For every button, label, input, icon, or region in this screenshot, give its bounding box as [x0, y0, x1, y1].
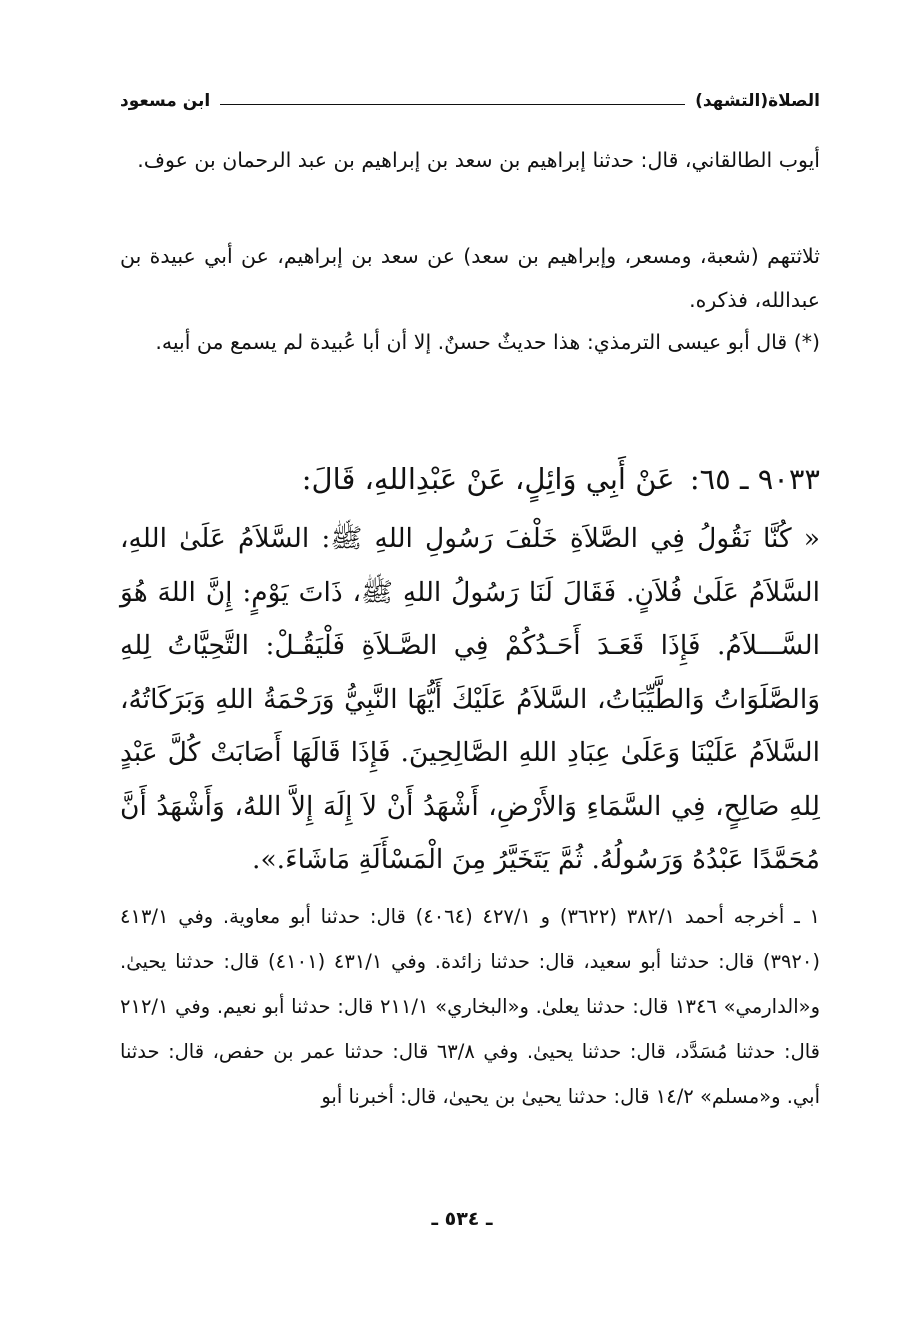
hadith-heading: [120, 454, 820, 504]
commentary-paragraph-1: أيوب الطالقاني، قال: حدثنا إبراهيم بن سعد بن إبراهيم بن عبد الرحمان بن عوف.: [137, 148, 820, 172]
footnote: ١ ـ أخرجه أحمد ٣٨٢/١ (٣٦٢٢) و ٤٢٧/١ (٤٠٦٤) قال: حدثنا أبو معاوية. وفي ٤١٣/١ (٣٩٢٠) قال: حدثنا أبو سعيد، قال: حدثنا زائدة. وفي ٤٣١/١ (٤١٠١) قال: حدثنا يحيىٰ. و«الدارمي» ١٣٤٦ قال: حدثنا يعلىٰ. و«البخاري» ٢١١/١ قال: حدثنا أبو نعيم. وفي ٢١٢/١ قال: حدثنا مُسَدَّد، قال: حدثنا يحيىٰ. وفي ٦٣/٨ قال: حدثنا عمر بن حفص، قال: حدثنا أبي. و«مسلم» ١٤/٢ قال: حدثنا يحيىٰ بن يحيىٰ، قال: أخبرنا أبو: [120, 905, 821, 1108]
hadith-text: « كُنَّا نَقُولُ فِي الصَّلاَةِ خَلْفَ رَسُولِ اللهِ ﷺ: السَّلاَمُ عَلَىٰ اللهِ، السَّلاَمُ عَلَىٰ فُلاَنٍ. فَقَالَ لَنَا رَسُولُ اللهِ ﷺ، ذَاتَ يَوْمٍ: إِنَّ اللهَ هُوَ السَّـــلاَمُ. فَإِذَا قَعَـدَ أَحَـدُكُمْ فِي الصَّـلاَةِ فَلْيَقُـلْ: التَّحِيَّاتُ لِلهِ وَالصَّلَوَاتُ وَالطَّيِّبَاتُ، السَّلاَمُ عَلَيْكَ أَيُّهَا النَّبِيُّ وَرَحْمَةُ اللهِ وَبَرَكَاتُهُ، السَّلاَمُ عَلَيْنَا وَعَلَىٰ عِبَادِ اللهِ الصَّالِحِينَ. فَإِذَا قَالَهَا أَصَابَتْ كُلَّ عَبْدٍ لِلهِ صَالِحٍ، فِي السَّمَاءِ وَالأَرْضِ، أَشْهَدُ أَنْ لاَ إِلَهَ إِلاَّ اللهُ، وَأَشْهَدُ أَنَّ مُحَمَّدًا عَبْدُهُ وَرَسُولُهُ. ثُمَّ يَتَخَيَّرُ مِنَ الْمَسْأَلَةِ مَاشَاءَ.».: [120, 523, 820, 875]
hadith-isnad: عَنْ أَبِي وَائِلٍ، عَنْ عَبْدِاللهِ، قَالَ:: [301, 462, 675, 496]
commentary-paragraph-3: (*) قال أبو عيسى الترمذي: هذا حديثٌ حسنٌ. إلا أن أبا عُبيدة لم يسمع من أبيه.: [155, 330, 820, 354]
commentary-paragraph-2: ثلاثتهم (شعبة، ومسعر، وإبراهيم بن سعد) عن سعد بن إبراهيم، عن أبي عبيدة بن عبدالله، فذكره.: [120, 244, 820, 312]
hadith-number: ٩٠٣٣ ـ ٦٥:: [689, 462, 820, 496]
running-header: [120, 86, 820, 116]
page-number: ـ ٥٣٤ ـ: [431, 1208, 493, 1230]
header-rule: [220, 104, 685, 105]
narrator-title: ابن مسعود: [120, 91, 211, 111]
chapter-title: الصلاة(التشهد): [695, 91, 820, 111]
